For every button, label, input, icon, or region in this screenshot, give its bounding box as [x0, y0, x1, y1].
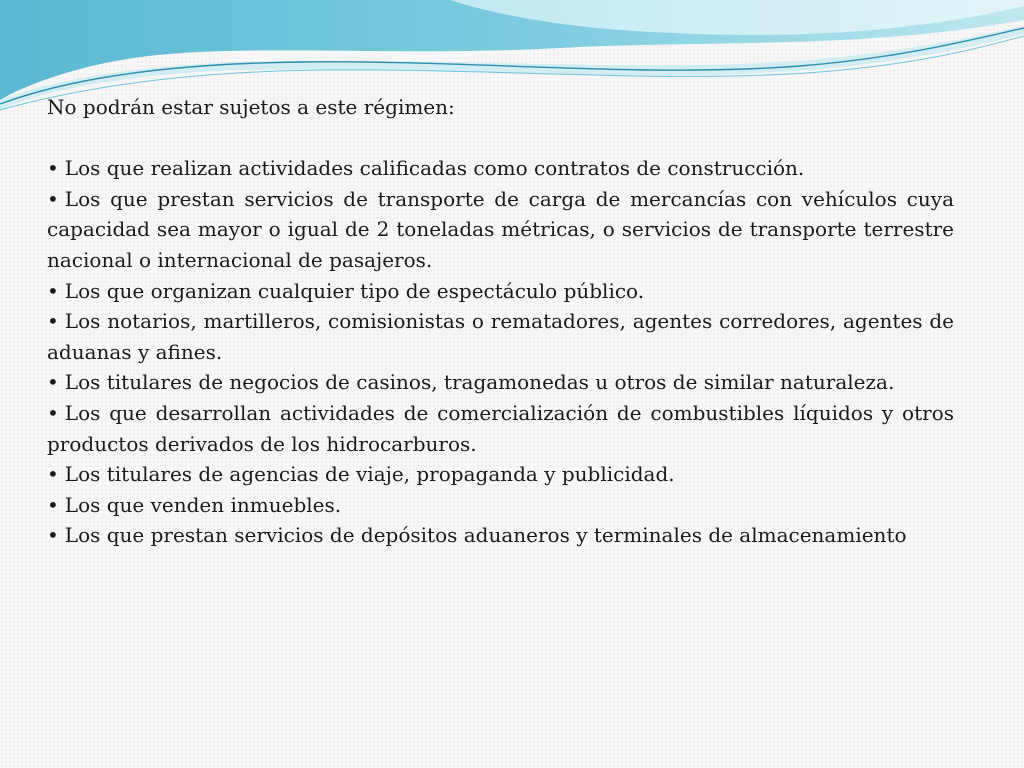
bullet-item: [47, 520, 954, 551]
slide-content: [47, 92, 954, 551]
bullet-item: [47, 153, 954, 184]
bullet-icon: •: [47, 492, 59, 517]
bullet-text: Los que realizan actividades calificadas como contratos de construcción.: [64, 156, 805, 181]
bullet-icon: •: [47, 462, 59, 487]
bullet-text: Los titulares de negocios de casinos, tragamonedas u otros de similar naturaleza.: [64, 370, 895, 395]
bullet-item: [47, 398, 954, 459]
slide-intro: No podrán estar sujetos a este régimen:: [47, 95, 455, 119]
bullet-icon: •: [47, 156, 59, 181]
bullet-icon: •: [47, 523, 59, 548]
bullet-icon: •: [47, 309, 59, 334]
bullet-text: Los titulares de agencias de viaje, propaganda y publicidad.: [64, 462, 675, 487]
bullet-item: [47, 306, 954, 367]
bullet-text: Los que prestan servicios de transporte de carga de mercancías con vehículos cuya capacidad sea mayor o igual de 2 toneladas métricas, o servicios de transporte terrestre nacional o internacional de pasajeros.: [47, 186, 954, 272]
bullet-icon: •: [47, 400, 59, 425]
bullet-text: Los que venden inmuebles.: [64, 492, 342, 517]
bullet-icon: •: [47, 370, 59, 395]
bullet-icon: •: [47, 278, 59, 303]
bullet-text: Los que prestan servicios de depósitos aduaneros y terminales de almacenamiento: [64, 523, 907, 548]
bullet-text: Los que desarrollan actividades de comercialización de combustibles líquidos y otros productos derivados de los hidrocarburos.: [47, 400, 954, 456]
bullet-item: [47, 367, 954, 398]
bullet-icon: •: [47, 186, 59, 211]
bullet-item: [47, 459, 954, 490]
bullet-item: [47, 276, 954, 307]
bullet-item: [47, 490, 954, 521]
bullet-text: Los que organizan cualquier tipo de espectáculo público.: [64, 278, 645, 303]
bullet-item: [47, 184, 954, 276]
bullet-text: Los notarios, martilleros, comisionistas o rematadores, agentes corredores, agentes de aduanas y afines.: [47, 309, 954, 364]
bullet-list: [47, 153, 954, 551]
